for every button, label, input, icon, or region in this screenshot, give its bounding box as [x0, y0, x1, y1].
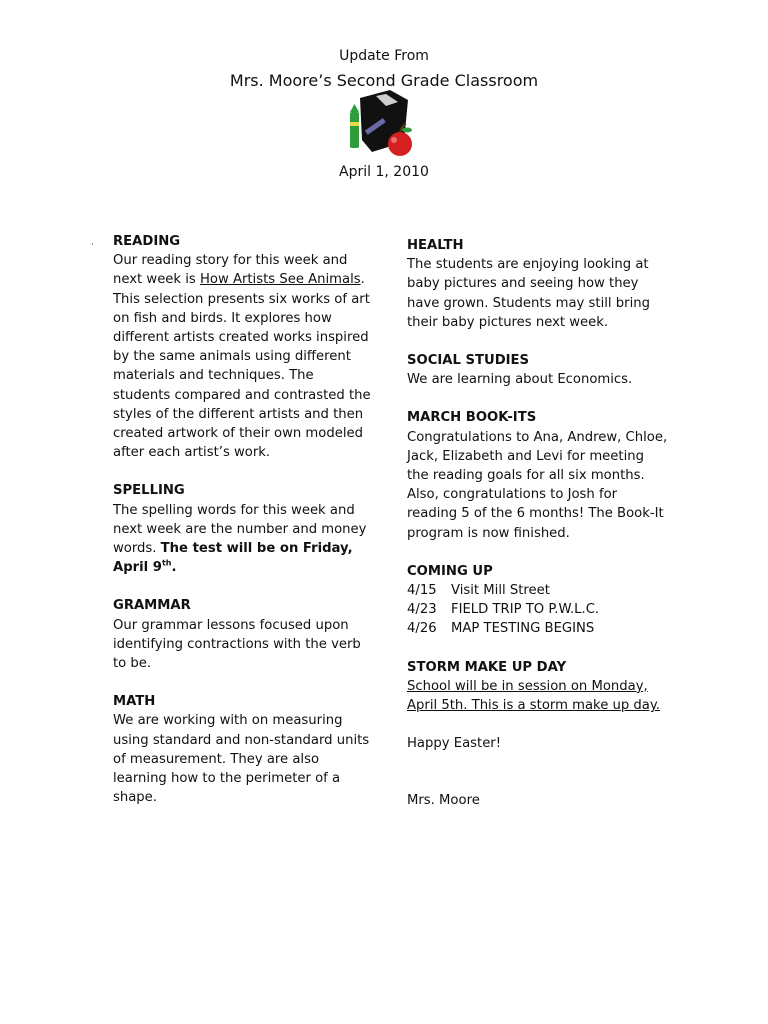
book-its-text: Congratulations to Ana, Andrew, Chloe, Jack, Elizabeth and Levi for meeting the reading goals for all six months. Also, congratulations to Josh for reading 5 of the 6 months! The Book-It program is now finished.	[407, 429, 668, 541]
coming-up-section	[407, 562, 669, 639]
left-column	[113, 232, 375, 807]
update-from-label: Update From	[339, 48, 429, 64]
book-its-section	[407, 408, 669, 542]
apple-shine	[391, 137, 397, 143]
closing-text: Happy Easter!	[407, 736, 502, 752]
event-row	[407, 600, 669, 619]
reading-text-intro: Our reading story for this week and next week is	[113, 253, 348, 288]
event-text: Visit Mill Street	[451, 583, 550, 599]
social-studies-section	[407, 351, 669, 389]
reading-text-body: . This selection presents six works of art on fish and birds. It explores how different artists created works inspired by the same animals using different materials and techniques. The students compared and contrasted the styles of the different artists and then created artwork of their own modeled after each artist’s work.	[113, 272, 371, 461]
crayon-icon	[350, 112, 359, 148]
coming-up-heading: COMING UP	[407, 563, 493, 579]
math-text: We are working with on measuring using standard and non-standard units of measurement. They are also learning how to the perimeter of a shape.	[113, 713, 370, 806]
grammar-text: Our grammar lessons focused upon identifying contractions with the verb to be.	[113, 617, 361, 672]
grammar-heading: GRAMMAR	[113, 598, 191, 614]
grammar-section	[113, 596, 375, 673]
reading-heading: READING	[113, 234, 181, 249]
reading-section	[113, 232, 375, 462]
spelling-test-date: The test will be on Friday, April 9	[113, 541, 353, 576]
math-heading: MATH	[113, 694, 156, 710]
spelling-text	[113, 501, 375, 578]
health-heading: HEALTH	[407, 238, 464, 253]
crayon-band	[350, 122, 359, 126]
school-clipart-icon	[346, 90, 420, 160]
event-row	[407, 581, 669, 600]
reading-book-title: How Artists See Animals	[199, 272, 361, 288]
storm-text: School will be in session on Monday, April 5th. This is a storm make up day.	[407, 678, 661, 714]
spelling-text-body: The spelling words for this week and next week are the number and money words.	[113, 502, 367, 557]
stray-bullet: ·	[91, 240, 94, 250]
health-section	[407, 236, 669, 332]
spelling-section	[113, 481, 375, 577]
apple-icon	[388, 132, 412, 156]
newsletter-header	[0, 46, 768, 94]
social-studies-heading: SOCIAL STUDIES	[407, 353, 530, 369]
spelling-test-sup: th	[161, 558, 172, 568]
storm-heading: STORM MAKE UP DAY	[407, 659, 567, 675]
reading-text	[113, 251, 375, 462]
health-text: The students are enjoying looking at baby pictures and seeing how they have grown. Students may still bring their baby pictures next week.	[407, 257, 650, 330]
event-text: MAP TESTING BEGINS	[451, 621, 595, 637]
spelling-test-end: .	[171, 560, 177, 576]
event-date: 4/15	[407, 583, 437, 599]
event-row	[407, 619, 669, 638]
social-studies-text: We are learning about Economics.	[407, 372, 633, 388]
storm-section	[407, 658, 669, 716]
signature-section	[407, 791, 669, 810]
spelling-heading: SPELLING	[113, 483, 185, 499]
newsletter-date: April 1, 2010	[339, 164, 429, 180]
event-date: 4/26	[407, 621, 437, 637]
crayon-tip	[350, 104, 359, 112]
event-date: 4/23	[407, 602, 437, 618]
closing-section	[407, 734, 669, 753]
classroom-title: Mrs. Moore’s Second Grade Classroom	[229, 71, 539, 90]
event-text: FIELD TRIP TO P.W.L.C.	[451, 602, 600, 618]
math-section	[113, 692, 375, 807]
apple-leaf	[402, 128, 412, 133]
right-column	[407, 236, 669, 811]
book-its-heading: MARCH BOOK-ITS	[407, 410, 537, 426]
signature-text: Mrs. Moore	[407, 793, 480, 809]
